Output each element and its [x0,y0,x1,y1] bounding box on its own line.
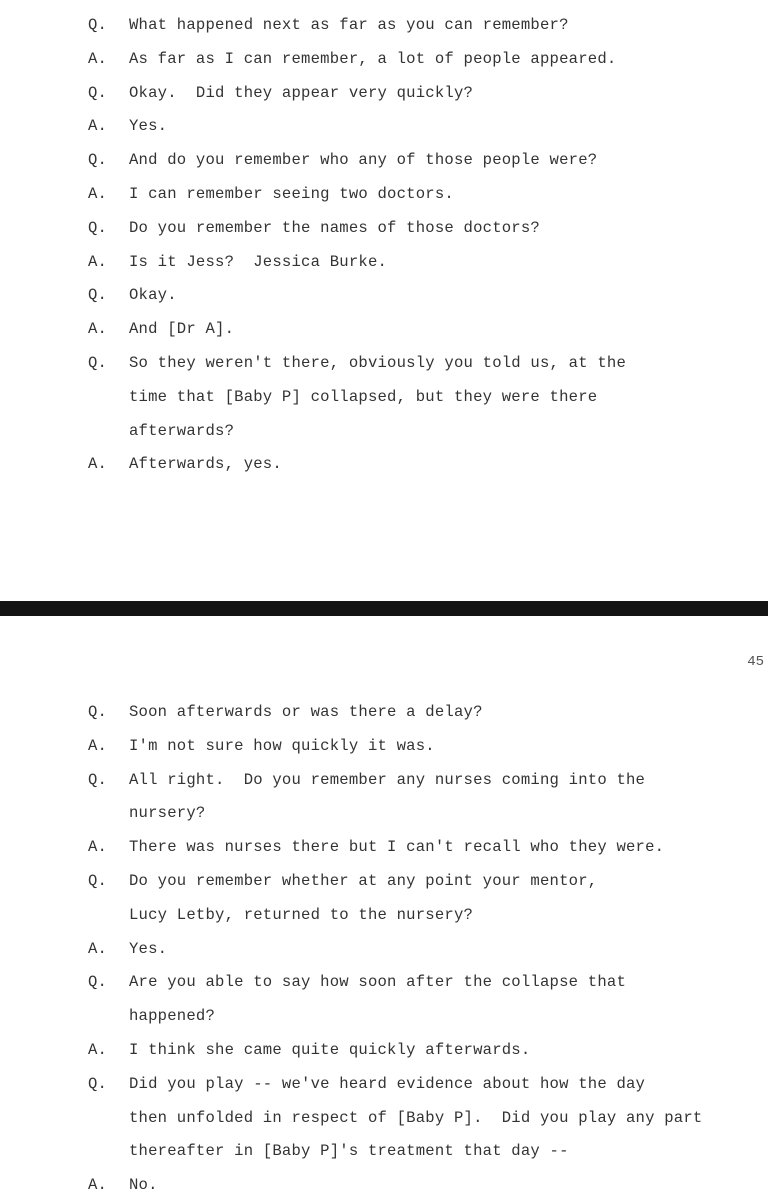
line-text: I can remember seeing two doctors. [129,185,454,203]
transcript-line [0,47,768,71]
line-text: Are you able to say how soon after the collapse that [129,973,627,992]
transcript-line [0,317,768,341]
transcript-line [0,182,768,206]
line-text: time that [Baby P] collapsed, but they were there [129,387,598,406]
speaker-label: A. [88,455,108,474]
line-text: There was nurses there but I can't recall who they were. [129,838,665,857]
transcript-line [0,1139,768,1163]
transcript-line [0,1038,768,1062]
transcript-line [0,734,768,758]
speaker-label: Q. [88,286,108,305]
speaker-label: A. [88,320,108,339]
transcript-line [0,1106,768,1130]
speaker-label: A. [88,939,108,958]
transcript-page-bottom [0,616,768,1200]
line-text: Lucy Letby, returned to the nursery? [129,905,474,924]
speaker-label: Q. [88,151,108,170]
transcript-line [0,452,768,476]
speaker-label: Q. [88,83,108,102]
transcript-line [0,13,768,37]
line-text: Afterwards, yes. [129,455,282,474]
transcript-line [0,768,768,792]
transcript-line [0,835,768,859]
transcript-line [0,869,768,893]
speaker-label: A. [88,117,108,136]
line-text: No. [129,1176,158,1195]
line-text: I'm not sure how quickly it was. [129,736,435,755]
line-text: Yes. [129,939,168,958]
speaker-label: A. [88,1176,108,1195]
speaker-label: Q. [88,872,108,890]
line-text: afterwards? [129,421,235,440]
line-text: thereafter in [Baby P]'s treatment that day -- [129,1142,569,1161]
line-text: Did you play -- we've heard evidence about how the day [129,1074,646,1093]
speaker-label: A. [88,185,108,203]
transcript-line [0,903,768,927]
speaker-label: A. [88,838,108,857]
speaker-label: A. [88,1041,108,1059]
page-number: 45 [747,654,764,670]
line-text: Do you remember whether at any point your mentor, [129,872,598,890]
line-text: Soon afterwards or was there a delay? [129,703,483,721]
line-text: All right. Do you remember any nurses coming into the [129,770,646,789]
line-text: then unfolded in respect of [Baby P]. Did you play any part [129,1108,703,1127]
transcript-line [0,700,768,724]
speaker-label: A. [88,736,108,755]
transcript-line [0,351,768,375]
line-text: Okay. [129,286,177,305]
line-text: What happened next as far as you can remember? [129,16,569,34]
transcript-line [0,114,768,138]
line-text: Okay. Did they appear very quickly? [129,83,474,102]
speaker-label: Q. [88,218,108,237]
speaker-label: Q. [88,770,108,789]
transcript-line [0,385,768,409]
line-text: Yes. [129,117,168,136]
speaker-label: Q. [88,1074,108,1093]
transcript-line [0,1004,768,1028]
line-text: So they weren't there, obviously you told us, at the [129,354,627,372]
line-text: Is it Jess? Jessica Burke. [129,252,388,271]
line-text: I think she came quite quickly afterwards. [129,1041,531,1059]
line-text: Do you remember the names of those doctors? [129,218,540,237]
line-text: As far as I can remember, a lot of people appeared. [129,49,617,68]
speaker-label: A. [88,49,108,68]
speaker-label: Q. [88,16,108,34]
transcript-line [0,216,768,240]
line-text: happened? [129,1007,216,1026]
transcript-line [0,250,768,274]
transcript-line [0,801,768,825]
transcript-line [0,1173,768,1197]
line-text: And [Dr A]. [129,320,235,339]
speaker-label: Q. [88,703,108,721]
transcript-line [0,283,768,307]
transcript-line [0,970,768,994]
speaker-label: Q. [88,354,108,372]
speaker-label: A. [88,252,108,271]
page-divider [0,601,768,616]
speaker-label: Q. [88,973,108,992]
line-text: nursery? [129,804,206,823]
line-text: And do you remember who any of those people were? [129,151,598,170]
transcript-line [0,419,768,443]
transcript-line [0,81,768,105]
transcript-line [0,148,768,172]
transcript-line [0,937,768,961]
transcript-line [0,1072,768,1096]
